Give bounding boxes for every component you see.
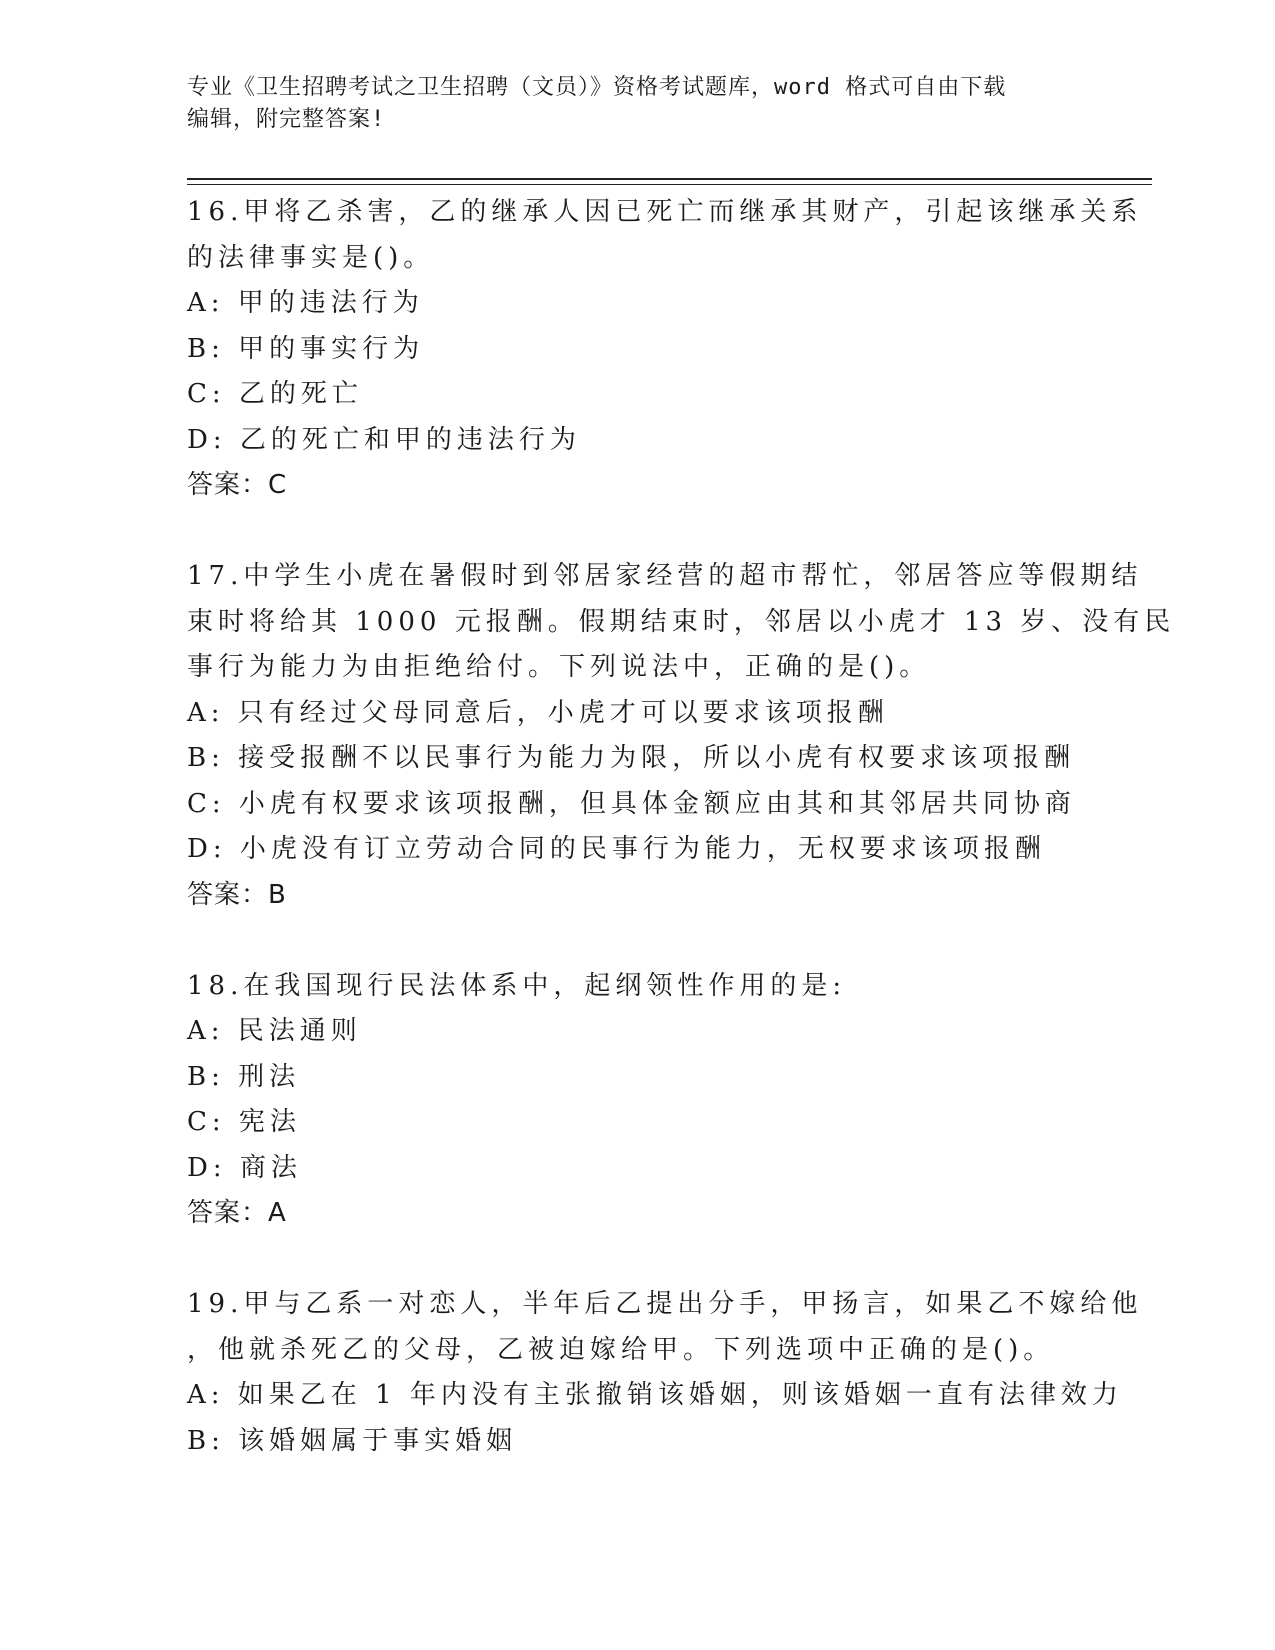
question-18-option-b: B: 刑法 (187, 1061, 301, 1092)
question-17-option-d: D: 小虎没有订立劳动合同的民事行为能力，无权要求该项报酬 (187, 834, 1046, 864)
question-19-stem-line-2: ，他就杀死乙的父母，乙被迫嫁给甲。下列选项中正确的是()。 (187, 1334, 1055, 1365)
question-16-option-b: B: 甲的事实行为 (187, 333, 425, 364)
question-17-answer: 答案：B (187, 879, 287, 910)
question-17-option-a: A: 只有经过父母同意后，小虎才可以要求该项报酬 (187, 697, 889, 728)
question-17-stem-line-2: 束时将给其 1000 元报酬。假期结束时，邻居以小虎才 13 岁、没有民 (187, 606, 1176, 637)
question-17-stem-line-3: 事行为能力为由拒绝给付。下列说法中，正确的是()。 (187, 652, 931, 682)
document-header (187, 72, 1087, 136)
question-19-option-a: A: 如果乙在 1 年内没有主张撤销该婚姻，则该婚姻一直有法律效力 (187, 1380, 1123, 1410)
question-18-option-c: C: 宪法 (187, 1107, 301, 1137)
question-16-option-c: C: 乙的死亡 (187, 379, 363, 409)
question-16-answer: 答案：C (187, 470, 288, 500)
header-divider-thick (187, 178, 1152, 180)
header-divider-thin (187, 184, 1152, 185)
question-17 (187, 554, 1176, 918)
header-line-2: 编辑，附完整答案! (187, 107, 386, 132)
question-16-stem-line-1: 16.甲将乙杀害，乙的继承人因已死亡而继承其财产，引起该继承关系 (187, 197, 1143, 227)
question-list (187, 190, 1176, 1510)
question-17-stem-line-1: 17.中学生小虎在暑假时到邻居家经营的超市帮忙，邻居答应等假期结 (187, 561, 1143, 591)
question-18-stem-line-1: 18.在我国现行民法体系中，起纲领性作用的是: (187, 970, 847, 1001)
question-17-option-b: B: 接受报酬不以民事行为能力为限，所以小虎有权要求该项报酬 (187, 743, 1076, 773)
question-18-option-d: D: 商法 (187, 1152, 302, 1183)
question-18 (187, 964, 1147, 1237)
question-19-stem-line-1: 19.甲与乙系一对恋人，半年后乙提出分手，甲扬言，如果乙不嫁给他 (187, 1289, 1143, 1319)
question-19 (187, 1282, 1147, 1464)
question-16-option-a: A: 甲的违法行为 (187, 288, 424, 318)
header-line-1: 专业《卫生招聘考试之卫生招聘（文员）》资格考试题库，word 格式可自由下载 (187, 75, 1007, 100)
question-16-option-d: D: 乙的死亡和甲的违法行为 (187, 424, 581, 455)
question-17-option-c: C: 小虎有权要求该项报酬，但具体金额应由其和其邻居共同协商 (187, 788, 1076, 819)
question-18-option-a: A: 民法通则 (187, 1016, 362, 1046)
question-18-answer: 答案：A (187, 1198, 287, 1228)
question-16 (187, 190, 1147, 509)
question-19-option-b: B: 该婚姻属于事实婚姻 (187, 1425, 518, 1456)
question-16-stem-line-2: 的法律事实是()。 (187, 242, 435, 273)
